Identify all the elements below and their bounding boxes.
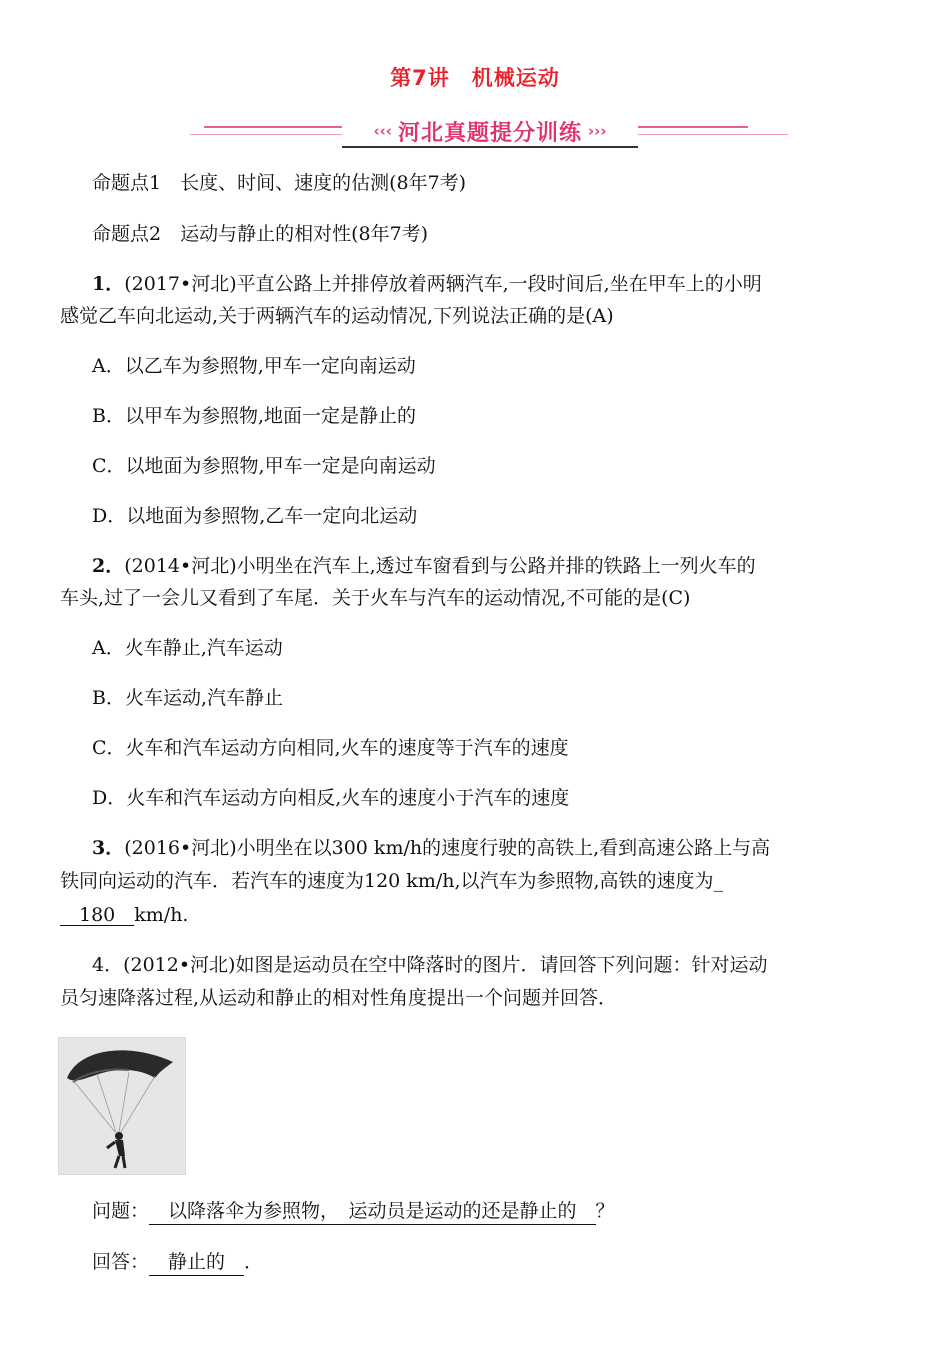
q4-question-label: 问题： <box>92 1200 150 1222</box>
q3-answer: 180 <box>60 904 135 926</box>
q2-option-a: A．火车静止,汽车运动 <box>92 637 283 659</box>
banner-text: 河北真题提分训练 <box>397 120 582 146</box>
q2-line1 <box>92 551 756 581</box>
q3-line3 <box>60 900 188 930</box>
q4-line1: 4．(2012•河北)如图是运动员在空中降落时的图片．请回答下列问题：针对运动 <box>92 954 768 976</box>
q3-text1: (2016•河北)小明坐在以300 km/h的速度行驶的高铁上,看到高速公路上与高 <box>124 837 771 859</box>
banner-line-right <box>638 126 748 128</box>
q2-option-d: D．火车和汽车运动方向相反,火车的速度小于汽车的速度 <box>92 787 570 809</box>
q4-answer-label: 回答： <box>92 1251 150 1273</box>
q2-option-c: C．火车和汽车运动方向相同,火车的速度等于汽车的速度 <box>92 737 569 759</box>
q1-option-c: C．以地面为参照物,甲车一定是向南运动 <box>92 455 436 477</box>
q1-number: 1． <box>92 273 125 295</box>
q1-text1: (2017•河北)平直公路上并排停放着两辆汽车,一段时间后,坐在甲车上的小明 <box>124 273 762 295</box>
q2-line2: 车头,过了一会儿又看到了车尾．关于火车与汽车的运动情况,不可能的是(C) <box>60 587 691 609</box>
q1-option-a: A．以乙车为参照物,甲车一定向南运动 <box>92 355 416 377</box>
banner-box <box>342 116 638 148</box>
q1-line1 <box>92 269 762 299</box>
q1-line2: 感觉乙车向北运动,关于两辆汽车的运动情况,下列说法正确的是(A) <box>60 305 614 327</box>
q4-answer-end: ． <box>244 1251 264 1273</box>
q4-question-row <box>92 1196 615 1226</box>
chevron-left-icon: ‹‹‹ <box>373 122 392 140</box>
q3-unit: km/h. <box>134 904 189 926</box>
q3-number: 3． <box>92 837 125 859</box>
q1-option-b: B．以甲车为参照物,地面一定是静止的 <box>92 405 417 427</box>
q1-option-d: D．以地面为参照物,乙车一定向北运动 <box>92 505 418 527</box>
q4-answer-text: 静止的 <box>149 1249 244 1276</box>
banner-line-left <box>204 126 342 128</box>
section-banner <box>190 110 790 154</box>
q4-question-answer: 以降落伞为参照物， 运动员是运动的还是静止的 <box>149 1198 596 1225</box>
topic-2: 命题点2 运动与静止的相对性(8年7考) <box>92 223 429 245</box>
topic-1: 命题点1 长度、时间、速度的估测(8年7考) <box>92 172 467 194</box>
q2-text1: (2014•河北)小明坐在汽车上,透过车窗看到与公路并排的铁路上一列火车的 <box>124 555 756 577</box>
q2-number: 2． <box>92 555 125 577</box>
q3-line2: 铁同向运动的汽车．若汽车的速度为120 km/h,以汽车为参照物,高铁的速度为_ <box>60 870 724 892</box>
q3-line1 <box>92 833 770 863</box>
banner-line-right-thin <box>638 134 788 135</box>
chevron-right-icon: ››› <box>588 122 607 140</box>
parachutist-photo <box>58 1037 186 1175</box>
parachute-icon <box>59 1038 185 1174</box>
q4-answer-row <box>92 1247 263 1277</box>
banner-line-left-thin <box>190 134 342 135</box>
q2-option-b: B．火车运动,汽车静止 <box>92 687 284 709</box>
q4-line2: 员匀速降落过程,从运动和静止的相对性角度提出一个问题并回答． <box>60 987 618 1009</box>
page-title: 第7讲 机械运动 <box>390 66 560 90</box>
q4-question-end: ？ <box>595 1200 615 1222</box>
